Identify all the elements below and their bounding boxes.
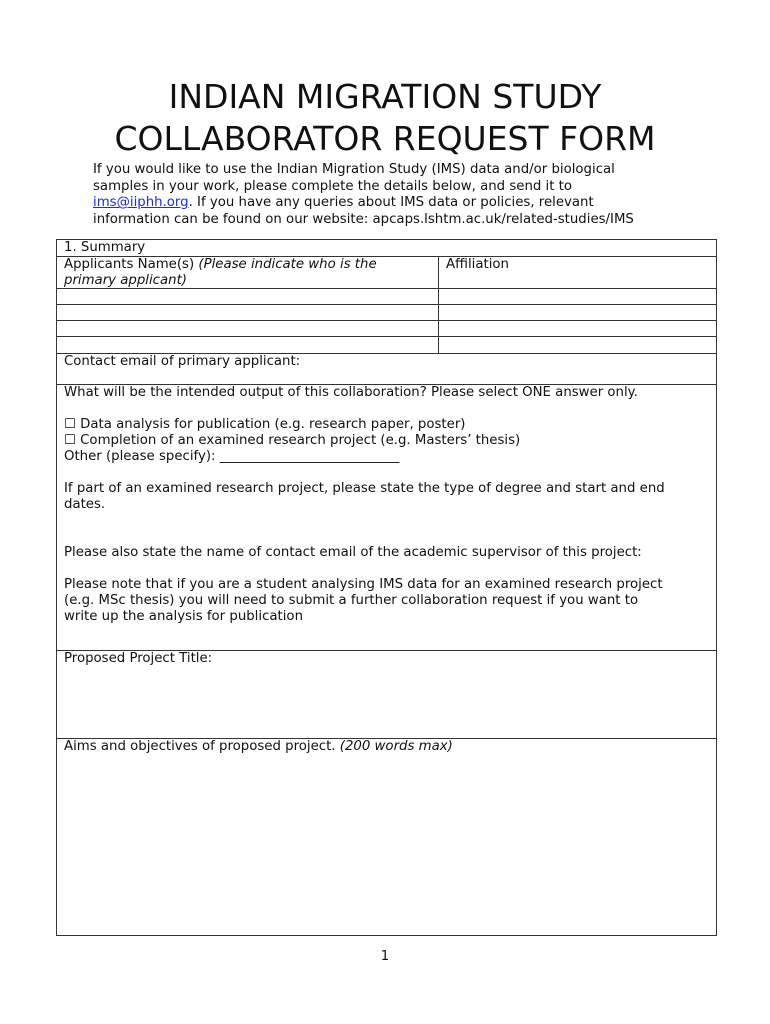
supervisor-question: Please also state the name of contact email of the academic supervisor of this project: [64, 545, 642, 560]
page-number: 1 [380, 949, 390, 964]
applicants-header-cell [57, 257, 439, 288]
intro-line-3 [93, 195, 693, 212]
applicant-entry-row [57, 321, 716, 337]
applicants-label: Applicants Name(s) [64, 257, 199, 272]
student-note-line-2: (e.g. MSc thesis) you will need to submit a further collaboration request if you want to [64, 593, 639, 608]
contact-email-link[interactable]: ims@iiphh.org [93, 195, 189, 211]
aims-word-limit: (200 words max) [339, 739, 453, 754]
applicants-note-1: (Please indicate who is the [198, 257, 377, 272]
applicant-affiliation-input[interactable] [439, 305, 716, 320]
applicant-affiliation-input[interactable] [439, 321, 716, 336]
summary-row [57, 240, 716, 257]
applicants-header-row [57, 257, 716, 289]
student-note-line-1: Please note that if you are a student analysing IMS data for an examined research project [64, 577, 663, 592]
affiliation-label: Affiliation [446, 257, 509, 272]
applicant-name-input[interactable] [57, 289, 439, 304]
option-other-field[interactable]: Other (please specify): ___________________________ [64, 449, 400, 464]
applicant-entry-row [57, 337, 716, 354]
degree-question-line-1: If part of an examined research project, please state the type of degree and start and end [64, 481, 665, 496]
output-section [57, 385, 716, 651]
aims-label: Aims and objectives of proposed project. [64, 739, 340, 754]
option-project-checkbox[interactable]: ☐ Completion of an examined research project (e.g. Masters’ thesis) [64, 433, 521, 448]
applicant-affiliation-input[interactable] [439, 289, 716, 304]
output-question: What will be the intended output of this collaboration? Please select ONE answer only. [64, 385, 638, 400]
applicants-note-2: primary applicant) [64, 273, 187, 288]
contact-email-label: Contact email of primary applicant: [64, 354, 301, 369]
affiliation-header-cell [439, 257, 716, 288]
student-note-line-3: write up the analysis for publication [64, 609, 303, 624]
applicant-entry-row [57, 305, 716, 321]
applicant-name-input[interactable] [57, 321, 439, 336]
applicant-entry-row [57, 289, 716, 305]
aims-section[interactable] [57, 739, 716, 935]
intro-paragraph [93, 162, 693, 228]
form-title [0, 76, 770, 160]
form-title-line-2: COLLABORATOR REQUEST FORM [114, 119, 656, 158]
intro-line-4: information can be found on our website: apcaps.lshtm.ac.uk/related-studies/IMS [93, 211, 634, 227]
form-title-line-1: INDIAN MIGRATION STUDY [168, 77, 602, 116]
applicant-name-input[interactable] [57, 305, 439, 320]
project-title-section[interactable] [57, 651, 716, 739]
applicant-affiliation-input[interactable] [439, 337, 716, 353]
summary-heading: 1. Summary [64, 240, 146, 255]
contact-email-row[interactable] [57, 354, 716, 385]
project-title-label: Proposed Project Title: [64, 651, 213, 666]
degree-question-line-2: dates. [64, 497, 106, 512]
intro-line-2: samples in your work, please complete the details below, and send it to [93, 178, 573, 194]
option-publication-checkbox[interactable]: ☐ Data analysis for publication (e.g. research paper, poster) [64, 417, 466, 432]
request-form-table [56, 239, 717, 936]
intro-line-1: If you would like to use the Indian Migration Study (IMS) data and/or biological [93, 162, 615, 177]
applicant-name-input[interactable] [57, 337, 439, 353]
intro-line-3-text: . If you have any queries about IMS data or policies, relevant [188, 195, 594, 211]
